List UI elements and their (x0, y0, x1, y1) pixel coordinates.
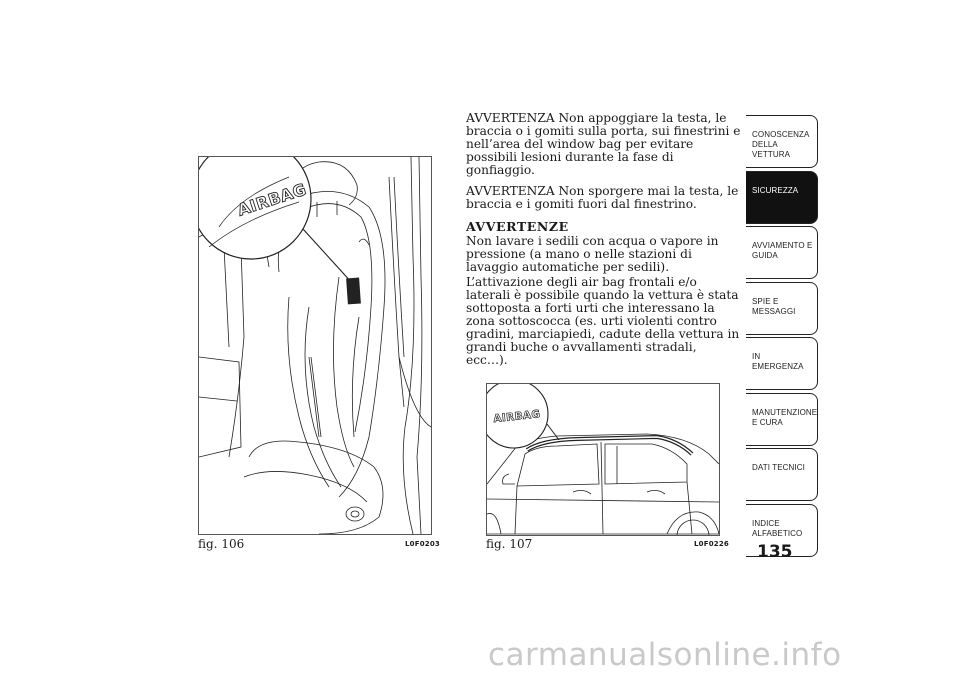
tab-label: SICUREZZA (752, 185, 799, 195)
body-paragraph-1: Non lavare i sedili con acqua o vapore in pressione (a mano o nelle stazioni di lavaggio automatiche per sedili). (466, 234, 719, 274)
tab-spie-e-messaggi[interactable] (746, 282, 818, 335)
figure-106-caption: fig. 106 (198, 537, 245, 551)
body-text-column (466, 112, 742, 375)
warning-paragraph-2: AVVERTENZA Non sporgere mai la testa, le braccia e i gomiti fuori dal finestrino. (466, 184, 739, 211)
tab-in-emergenza[interactable] (746, 337, 818, 390)
tab-avviamento-e-guida[interactable] (746, 226, 818, 279)
figure-106-seat-airbag (198, 156, 432, 535)
tab-label: IN EMERGENZA (752, 352, 804, 371)
seat-airbag-badge: AIRBAG (235, 179, 309, 220)
figure-107-window-bag (486, 383, 720, 536)
warning-paragraph-1: AVVERTENZA Non appoggiare la testa, le braccia o i gomiti sulla porta, sui finestrini e nell’area del window bag per evitare possibili lesioni durante la fase di gonfiaggio. (466, 111, 741, 177)
page-number: 135 (757, 542, 793, 562)
seat-airbag-label-mark (346, 278, 361, 305)
tab-label: SPIE E MESSAGGI (752, 296, 796, 316)
tab-sicurezza[interactable] (746, 171, 818, 224)
tab-label: CONOSCENZA DELLA VETTURA (752, 130, 810, 159)
car-side-illustration (487, 384, 719, 535)
window-airbag-badge: AIRBAG (492, 408, 542, 426)
figure-107-code: L0F0226 (694, 540, 729, 548)
tab-label: AVVIAMENTO E GUIDA (752, 241, 813, 260)
site-watermark: carmanualsonline.info (488, 637, 842, 673)
body-paragraph-2: L’attivazione degli air bag frontali e/o laterali è possibile quando la vettura è stata sottoposta a forti urti che interessano la zona sottoscocca (es. urti violenti contro gradini, marciapiedi, cadute della vettura in grandi buche o avvallamenti stradali, ecc…). (466, 275, 740, 367)
figure-106-code: L0F0203 (405, 540, 440, 548)
section-heading: AVVERTENZE (466, 219, 569, 234)
chapter-tab-bar (746, 115, 818, 559)
tab-conoscenza-della-vettura[interactable] (746, 115, 818, 168)
tab-label: DATI TECNICI (752, 463, 805, 472)
seat-illustration (199, 157, 431, 534)
tab-label: INDICE ALFABETICO (752, 518, 803, 538)
tab-dati-tecnici[interactable] (746, 448, 818, 501)
tab-manutenzione-e-cura[interactable] (746, 393, 818, 446)
figure-107-caption: fig. 107 (486, 537, 533, 551)
tab-label: MANUTENZIONE E CURA (752, 407, 818, 427)
